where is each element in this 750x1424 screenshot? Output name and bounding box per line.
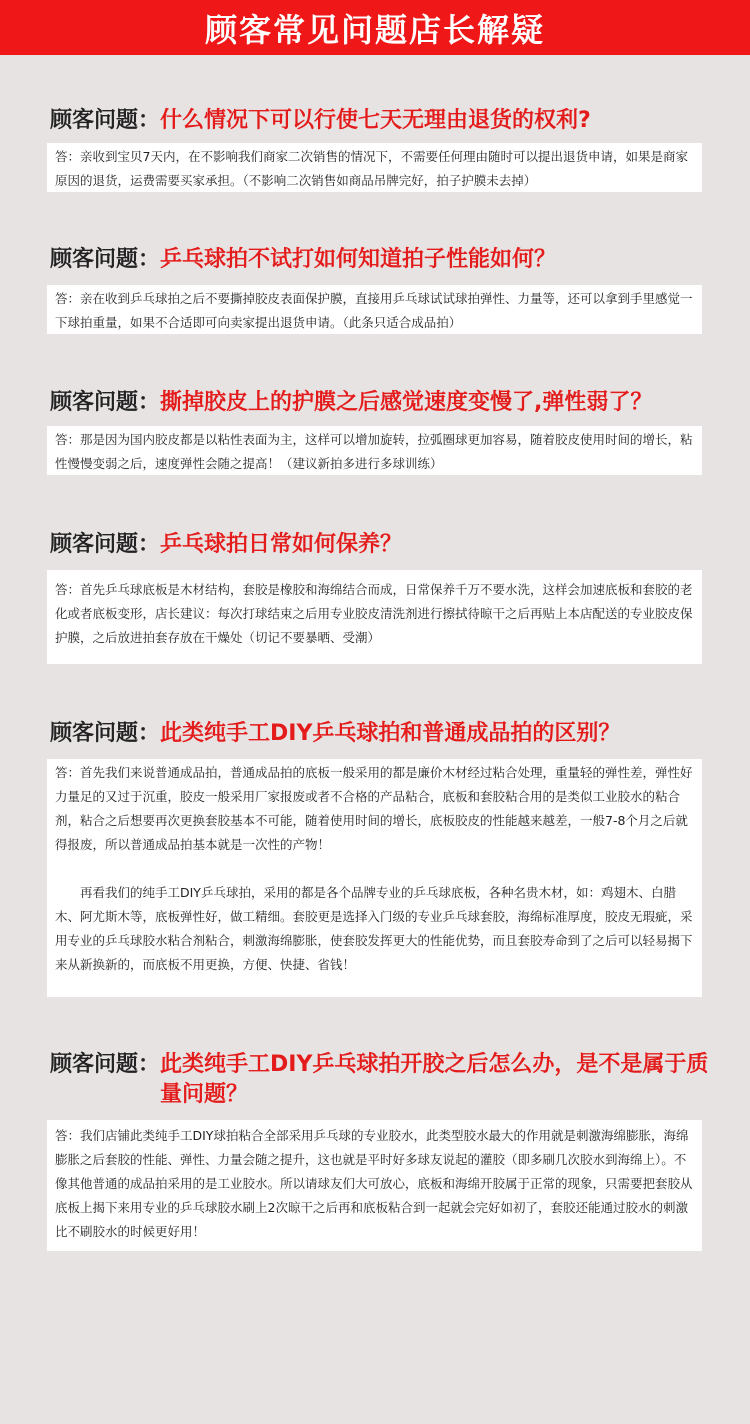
faq-answer	[47, 285, 702, 334]
answer-text: 答：我们店铺此类纯手工DIY球拍粘合全部采用乒乓球的专业胶水，此类型胶水最大的作用就是刺激海绵膨胀，海绵膨胀之后套胶的性能、弹性、力量会随之提升，这也就是平时好多球友说起的灌胶（即多刷几次胶水到海绵上）。不像其他普通的成品拍采用的是工业胶水。所以请球友们大可放心，底板和海绵开胶属于正常的现象，只需要把套胶从底板上揭下来用专业的乒乓球胶水刷上2次晾干之后再和底板粘合到一起就会完好如初了，套胶还能通过胶水的刺激比不刷胶水的时候更好用！	[55, 1128, 693, 1239]
faq-question	[50, 1050, 710, 1110]
question-label: 顾客问题：	[50, 1052, 161, 1077]
faq-question	[50, 719, 710, 749]
answer-text: 答：亲在收到乒乓球拍之后不要撕掉胶皮表面保护膜，直接用乒乓球试试球拍弹性、力量等，还可以拿到手里感觉一下球拍重量，如果不合适即可向卖家提出退货申请。（此条只适合成品拍）	[55, 291, 693, 330]
faq-answer	[47, 426, 702, 475]
answer-text: 答：首先乒乓球底板是木材结构，套胶是橡胶和海绵结合而成，日常保养千万不要水洗，这样会加速底板和套胶的老化或者底板变形，店长建议：每次打球结束之后用专业胶皮清洗剂进行擦拭待晾干之后再贴上本店配送的专业胶皮保护膜，之后放进拍套存放在干燥处（切记不要暴晒、受潮）	[55, 582, 693, 645]
faq-answer	[47, 1120, 702, 1251]
answer-text-paragraph-2: 再看我们的纯手工DIY乒乓球拍，采用的都是各个品牌专业的乒乓球底板，各种名贵木材，如：鸡翅木、白腊木、阿尤斯木等，底板弹性好，做工精细。套胶更是选择入门级的专业乒乓球套胶，海绵标准厚度，胶皮无瑕疵，采用专业的乒乓球胶水粘合剂粘合，刺激海绵膨胀，使套胶发挥更大的性能优势，而且套胶寿命到了之后可以轻易揭下来从新换新的，而底板不用更换，方便、快捷、省钱！	[55, 885, 693, 972]
faq-question	[50, 106, 710, 136]
question-text: 此类纯手工DIY乒乓球拍和普通成品拍的区别？	[160, 721, 621, 746]
question-text: 什么情况下可以行使七天无理由退货的权利?	[160, 108, 591, 133]
page-title: 顾客常见问题店长解疑	[204, 10, 545, 49]
question-label: 顾客问题：	[50, 532, 161, 557]
question-label: 顾客问题：	[50, 108, 161, 133]
question-text: 乒乓球拍日常如何保养？	[160, 532, 403, 557]
faq-question	[50, 530, 710, 560]
question-text: 撕掉胶皮上的护膜之后感觉速度变慢了,弹性弱了？	[160, 390, 653, 415]
question-label: 顾客问题：	[50, 390, 161, 415]
faq-answer	[47, 143, 702, 192]
faq-answer	[47, 759, 702, 997]
answer-text: 答：首先我们来说普通成品拍，普通成品拍的底板一般采用的都是廉价木材经过粘合处理，重量轻的弹性差，弹性好力量足的又过于沉重，胶皮一般采用厂家报废或者不合格的产品粘合，底板和套胶粘合用的是类似工业胶水的粘合剂，粘合之后想要再次更换套胶基本不可能，随着使用时间的增长，底板胶皮的性能越来越差，一般7-8个月之后就得报废，所以普通成品拍基本就是一次性的产物！	[55, 765, 693, 852]
answer-text: 答：那是因为国内胶皮都是以粘性表面为主，这样可以增加旋转，拉弧圈球更加容易，随着胶皮使用时间的增长，粘性慢慢变弱之后，速度弹性会随之提高！（建议新拍多进行多球训练）	[55, 432, 693, 471]
page-header	[0, 0, 750, 55]
faq-question	[50, 388, 710, 418]
faq-question	[50, 245, 710, 275]
question-text: 乒乓球拍不试打如何知道拍子性能如何？	[160, 247, 557, 272]
answer-text: 答：亲收到宝贝7天内，在不影响我们商家二次销售的情况下，不需要任何理由随时可以提出退货申请，如果是商家原因的退货，运费需要买家承担。（不影响二次销售如商品吊牌完好，拍子护膜未去掉）	[55, 149, 688, 188]
question-label: 顾客问题：	[50, 247, 161, 272]
question-label: 顾客问题：	[50, 721, 161, 746]
question-text: 此类纯手工DIY乒乓球拍开胶之后怎么办，是不是属于质量问题？	[160, 1052, 709, 1107]
faq-answer	[47, 570, 702, 664]
